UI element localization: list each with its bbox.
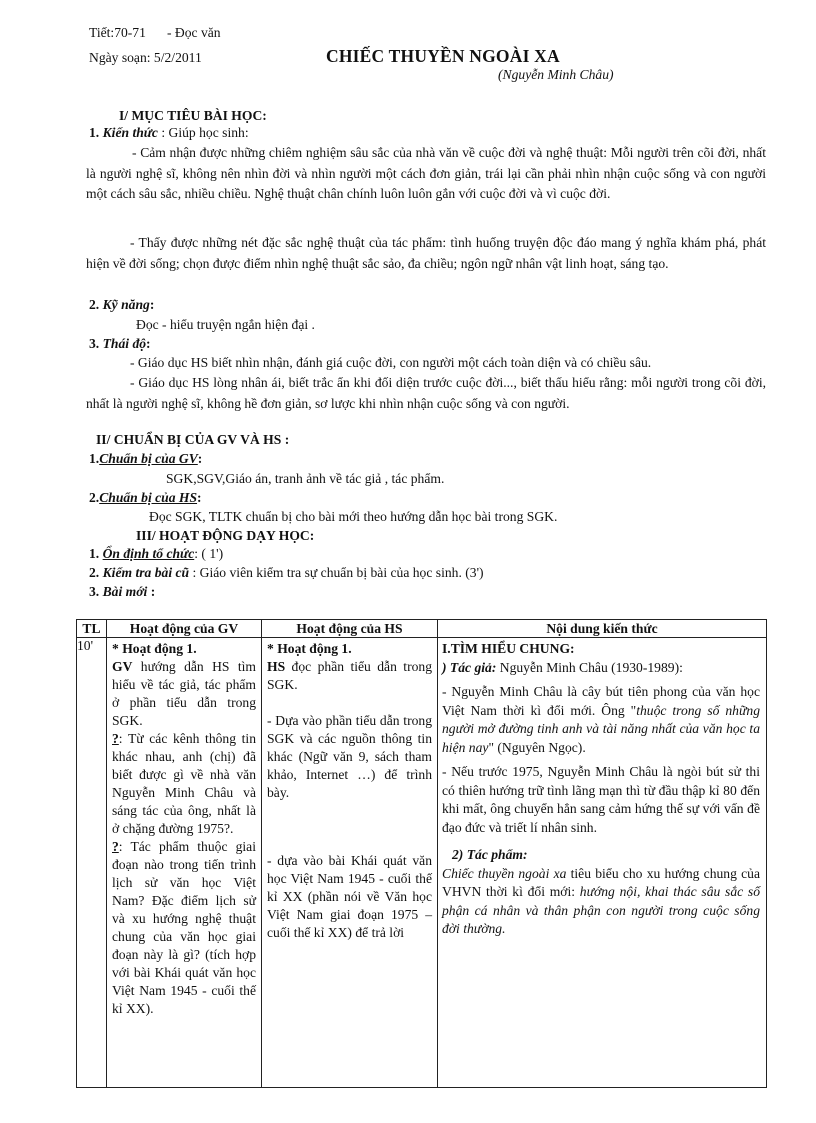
gv-prep-colon: :	[197, 451, 203, 466]
hs-prep-colon: :	[197, 490, 202, 505]
hs-intro	[267, 658, 432, 694]
section-2-heading: II/ CHUẨN BỊ CỦA GV VÀ HS :	[96, 432, 290, 447]
header-hs-activity: Hoạt động của HS	[262, 620, 438, 638]
table-header-row	[77, 620, 767, 638]
content-cell	[438, 638, 767, 1088]
work-end: hướng nội, khai thác sâu sắc số phận cá nhân và thân phận con người trong cuộc sống đời thường.	[442, 884, 760, 936]
skills-text: Đọc - hiểu truyện ngắn hiện đại .	[136, 317, 315, 332]
preparation-date: Ngày soạn: 5/2/2011	[89, 50, 202, 65]
step-1-label: Ổn định tổ chức	[102, 546, 195, 561]
content-paragraph-1	[442, 683, 760, 757]
gv-prep-number: 1.	[89, 451, 100, 466]
attitude-paragraph-1: - Giáo dục HS biết nhìn nhận, đánh giá cuộc đời, con người một cách toàn diện và có chiều sâu.	[130, 355, 652, 370]
hs-activity-cell	[262, 638, 438, 1088]
attitude-line	[89, 336, 151, 352]
gv-activity-title: * Hoạt động 1.	[112, 641, 197, 656]
header-tl: TL	[77, 620, 107, 638]
subject-label: - Đọc văn	[167, 25, 221, 40]
step-2-line	[89, 565, 484, 581]
author-line: (Nguyễn Minh Châu)	[498, 67, 614, 82]
gv-question-2	[112, 838, 256, 1018]
table-row	[77, 638, 767, 1088]
knowledge-label: Kiến thức	[102, 125, 158, 140]
header-content: Nội dung kiến thức	[438, 620, 767, 638]
hs-activity-title: * Hoạt động 1.	[267, 641, 352, 656]
step-1-number: 1.	[89, 546, 100, 561]
knowledge-paragraph-2: - Thấy được những nét đặc sắc nghệ thuật của tác phẩm: tình huống truyện độc đáo mang ý nghĩa khám phá, phát hiện về đời sống; chọn được điểm nhìn nghệ thuật sắc sảo, đa chiều; ngôn ngữ nhân vật linh hoạt, sáng tạo.	[86, 235, 766, 271]
header-gv-activity: Hoạt động của GV	[107, 620, 262, 638]
step-2-rest: : Giáo viên kiểm tra sự chuẩn bị bài của học sinh. (3')	[189, 565, 484, 580]
page-title: CHIẾC THUYỀN NGOÀI XA	[326, 46, 560, 66]
gv-question-1	[112, 730, 256, 838]
hs-prep-label: Chuẩn bị của HS	[99, 490, 198, 505]
hs-paragraph-3: - dựa vào bài Khái quát văn học Việt Nam 1945 - cuối thế kỉ XX (phần nói về Văn học Việt Nam giai đoạn 1975 – cuối thế kỉ XX) để trả lời	[267, 853, 432, 940]
step-2-label: Kiểm tra bài cũ	[102, 565, 190, 580]
attitude-number: 3.	[89, 336, 100, 351]
gv-question-2-text: : Tác phẩm thuộc giai đoạn nào trong tiến trình lịch sử văn học Việt Nam? Đặc điểm lịch sử và xu hướng nghệ thuật chung của văn học giai đoạn này là gì? (tích hợp với bài Khái quát văn học Việt Nam 1945 - cuối thế kỉ XX).	[112, 839, 256, 1016]
content-p1-end: " (Nguyên Ngọc).	[488, 739, 586, 755]
attitude-label: Thái độ	[102, 336, 147, 351]
content-p1-quote: thuộc trong số những người mở đường tinh anh và tài năng nhất của văn học ta hiện nay	[442, 702, 760, 755]
step-1-rest: : ( 1')	[194, 546, 224, 561]
content-work-paragraph	[442, 865, 760, 939]
gv-intro	[112, 658, 256, 730]
step-3-rest: :	[147, 584, 156, 599]
hs-prep-number: 2.	[89, 490, 100, 505]
author-value: Nguyễn Minh Châu (1930-1989):	[496, 659, 683, 675]
step-1-line	[89, 546, 223, 562]
lesson-activity-table	[76, 619, 767, 1088]
hs-intro-bold: HS	[267, 659, 286, 674]
lesson-number: Tiết:70-71	[89, 25, 146, 40]
step-3-line	[89, 584, 155, 600]
hs-prep-line	[89, 490, 202, 506]
step-3-label: Bài mới	[102, 584, 148, 599]
hs-intro-text: đọc phần tiểu dẫn trong SGK.	[267, 659, 432, 692]
attitude-colon: :	[146, 336, 151, 351]
gv-activity-cell	[107, 638, 262, 1088]
gv-intro-text: hướng dẫn HS tìm hiểu về tác giả, tác phẩm ở phần tiểu dẫn trong SGK.	[112, 659, 256, 728]
step-2-number: 2.	[89, 565, 100, 580]
work-mid: tiêu biểu cho xu hướng chung của VHVN thời kì đổi mới:	[442, 865, 760, 899]
knowledge-number: 1.	[89, 125, 100, 140]
author-label: ) Tác giả:	[442, 659, 497, 675]
content-heading: I.TÌM HIỂU CHUNG:	[442, 641, 575, 656]
gv-intro-bold: GV	[112, 659, 133, 674]
work-title: Chiếc thuyền ngoài xa	[442, 865, 567, 881]
gv-prep-line	[89, 451, 202, 467]
hs-paragraph-2: - Dựa vào phần tiểu dẫn trong SGK và các nguồn thông tin khác (Ngữ văn 9, sách tham khảo, Internet …) để trình bày.	[267, 713, 432, 800]
skills-colon: :	[149, 297, 155, 312]
content-p1-start: - Nguyễn Minh Châu là cây bút tiên phong của văn học Việt Nam thời kì đổi mới. Ông "	[442, 684, 760, 718]
content-author-line	[442, 659, 760, 678]
knowledge-line	[89, 125, 249, 141]
skills-label: Kỹ năng	[102, 297, 150, 312]
knowledge-paragraph-1: - Cảm nhận được những chiêm nghiệm sâu sắc của nhà văn về cuộc đời và nghệ thuật: Mỗi người trên cõi đời, nhất là người nghệ sĩ, không nên nhìn đời và nhìn người một cách đơn giản, trái lại cần phải nhìn nhận cuộc sống và con người một cách sâu sắc, nhiều chiều. Nghệ thuật chân chính luôn luôn gắn với cuộc đời và vì cuộc đời.	[86, 145, 766, 201]
tl-cell: 10'	[77, 638, 107, 1088]
hs-prep-text: Đọc SGK, TLTK chuẩn bị cho bài mới theo hướng dẫn học bài trong SGK.	[149, 509, 558, 524]
gv-prep-text: SGK,SGV,Giáo án, tranh ảnh về tác giả , tác phẩm.	[166, 471, 445, 486]
work-label: 2) Tác phẩm:	[452, 847, 528, 862]
section-3-heading: III/ HOẠT ĐỘNG DẠY HỌC:	[136, 528, 315, 543]
skills-number: 2.	[89, 297, 100, 312]
gv-question-1-text: : Từ các kênh thông tin khác nhau, anh (chị) đã biết được gì về nhà văn Nguyễn Minh Châu và sáng tác của ông, nhất là ở chặng đường 1975?.	[112, 731, 256, 836]
step-3-number: 3.	[89, 584, 100, 599]
skills-line	[89, 297, 154, 313]
section-1-heading: I/ MỤC TIÊU BÀI HỌC:	[119, 108, 267, 123]
question-mark-2: ?	[112, 839, 119, 854]
question-mark-1: ?	[112, 731, 119, 746]
attitude-paragraph-2: - Giáo dục HS lòng nhân ái, biết trắc ẩn khi đối diện trước cuộc đời..., biết thấu hiểu rằng: mỗi người trong cõi đời, nhất là người nghệ sĩ, không hề đơn giản, sơ lược khi nhìn nhận cuộc sống và con người.	[86, 375, 766, 411]
gv-prep-label: Chuẩn bị của GV	[99, 451, 198, 466]
knowledge-rest: : Giúp học sinh:	[157, 125, 249, 140]
content-paragraph-2: - Nếu trước 1975, Nguyễn Minh Châu là ngòi bút sử thi có thiên hướng trữ tình lãng mạn thì từ đầu thập kỉ 80 đến khi mất, ông chuyển hẳn sang cảm hứng thế sự với vấn đề đạo đức và triết lí nhân sinh.	[442, 764, 760, 835]
